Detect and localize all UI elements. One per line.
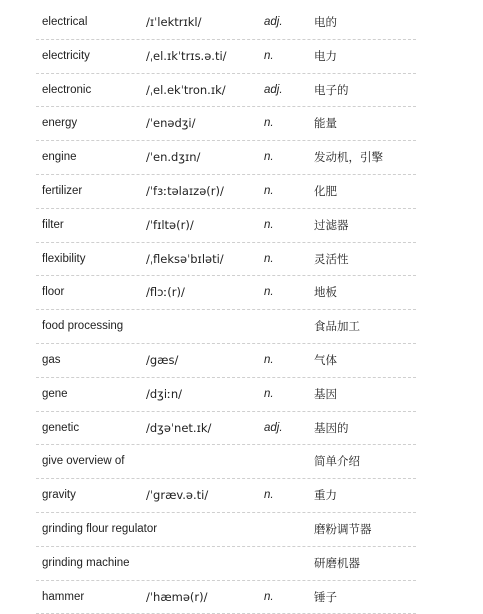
part-of-speech: adj. [264, 421, 283, 434]
word: energy [42, 117, 78, 130]
vocab-row [36, 547, 416, 581]
chinese-meaning: 化肥 [314, 183, 337, 198]
pronunciation: /ˈhæmə(r)/ [146, 589, 208, 604]
part-of-speech: n. [264, 117, 274, 130]
pronunciation: /ˈgræv.ə.ti/ [146, 488, 209, 503]
word: fertilizer [42, 184, 83, 197]
chinese-meaning: 电力 [314, 48, 337, 63]
part-of-speech: adj. [264, 83, 283, 96]
chinese-meaning: 简单介绍 [314, 454, 360, 469]
part-of-speech: n. [264, 489, 274, 502]
word: gas [42, 353, 61, 366]
vocab-row [36, 445, 416, 479]
part-of-speech: n. [264, 151, 274, 164]
pronunciation: /dʒəˈnet.ɪk/ [146, 420, 212, 435]
vocab-row [36, 40, 416, 74]
chinese-meaning: 重力 [314, 488, 337, 503]
vocabulary-list [36, 6, 416, 614]
word: hammer [42, 590, 85, 603]
chinese-meaning: 基因的 [314, 420, 349, 435]
pronunciation: /flɔː(r)/ [146, 285, 185, 300]
pronunciation: /ˌel.ɪkˈtrɪs.ə.ti/ [146, 48, 227, 63]
part-of-speech: n. [264, 218, 274, 231]
word: gravity [42, 489, 76, 502]
vocab-row [36, 107, 416, 141]
chinese-meaning: 食品加工 [314, 319, 360, 334]
vocab-row [36, 243, 416, 277]
chinese-meaning: 锤子 [314, 589, 337, 604]
pronunciation: /ɪˈlektrɪkl/ [146, 15, 202, 29]
word: electronic [42, 83, 92, 96]
vocab-row [36, 513, 416, 547]
chinese-meaning: 磨粉调节器 [314, 521, 372, 536]
word: engine [42, 151, 77, 164]
pronunciation: /ˈfɪltə(r)/ [146, 217, 194, 232]
part-of-speech: n. [264, 49, 274, 62]
vocab-row [36, 209, 416, 243]
chinese-meaning: 地板 [314, 285, 337, 300]
word: give overview of [42, 455, 125, 468]
vocab-row [36, 175, 416, 209]
part-of-speech: n. [264, 353, 274, 366]
part-of-speech: n. [264, 252, 274, 265]
word: grinding machine [42, 556, 130, 569]
vocab-row [36, 276, 416, 310]
chinese-meaning: 灵活性 [314, 251, 349, 266]
word: genetic [42, 421, 80, 434]
pronunciation: /ˌfleksəˈbɪləti/ [146, 251, 224, 266]
pronunciation: /dʒiːn/ [146, 386, 183, 401]
vocab-row [36, 479, 416, 513]
part-of-speech: n. [264, 387, 274, 400]
chinese-meaning: 研磨机器 [314, 555, 360, 570]
pronunciation: /gæs/ [146, 352, 179, 367]
vocab-row [36, 310, 416, 344]
chinese-meaning: 电子的 [314, 82, 349, 97]
word: flexibility [42, 252, 86, 265]
chinese-meaning: 发动机，引擎 [314, 150, 383, 165]
word: electricity [42, 49, 90, 62]
vocab-row [36, 344, 416, 378]
chinese-meaning: 能量 [314, 116, 337, 131]
word: grinding flour regulator [42, 522, 158, 535]
pronunciation: /ˌel.ekˈtron.ɪk/ [146, 82, 226, 97]
word: filter [42, 218, 64, 231]
part-of-speech: n. [264, 590, 274, 603]
chinese-meaning: 气体 [314, 352, 337, 367]
part-of-speech: n. [264, 286, 274, 299]
pronunciation: /ˈenədʒi/ [146, 116, 196, 131]
word: electrical [42, 16, 88, 28]
pronunciation: /ˈfɜːtəlaɪzə(r)/ [146, 183, 224, 198]
word: gene [42, 387, 68, 400]
vocab-row [36, 581, 416, 614]
pronunciation: /ˈen.dʒɪn/ [146, 150, 201, 165]
vocab-row [36, 378, 416, 412]
word: floor [42, 286, 65, 299]
chinese-meaning: 电的 [314, 15, 337, 29]
vocab-row [36, 412, 416, 446]
word: food processing [42, 320, 124, 333]
part-of-speech: n. [264, 184, 274, 197]
chinese-meaning: 基因 [314, 386, 337, 401]
vocab-row [36, 74, 416, 108]
vocab-row [36, 6, 416, 40]
part-of-speech: adj. [264, 16, 283, 28]
vocab-row [36, 141, 416, 175]
chinese-meaning: 过滤器 [314, 217, 349, 232]
